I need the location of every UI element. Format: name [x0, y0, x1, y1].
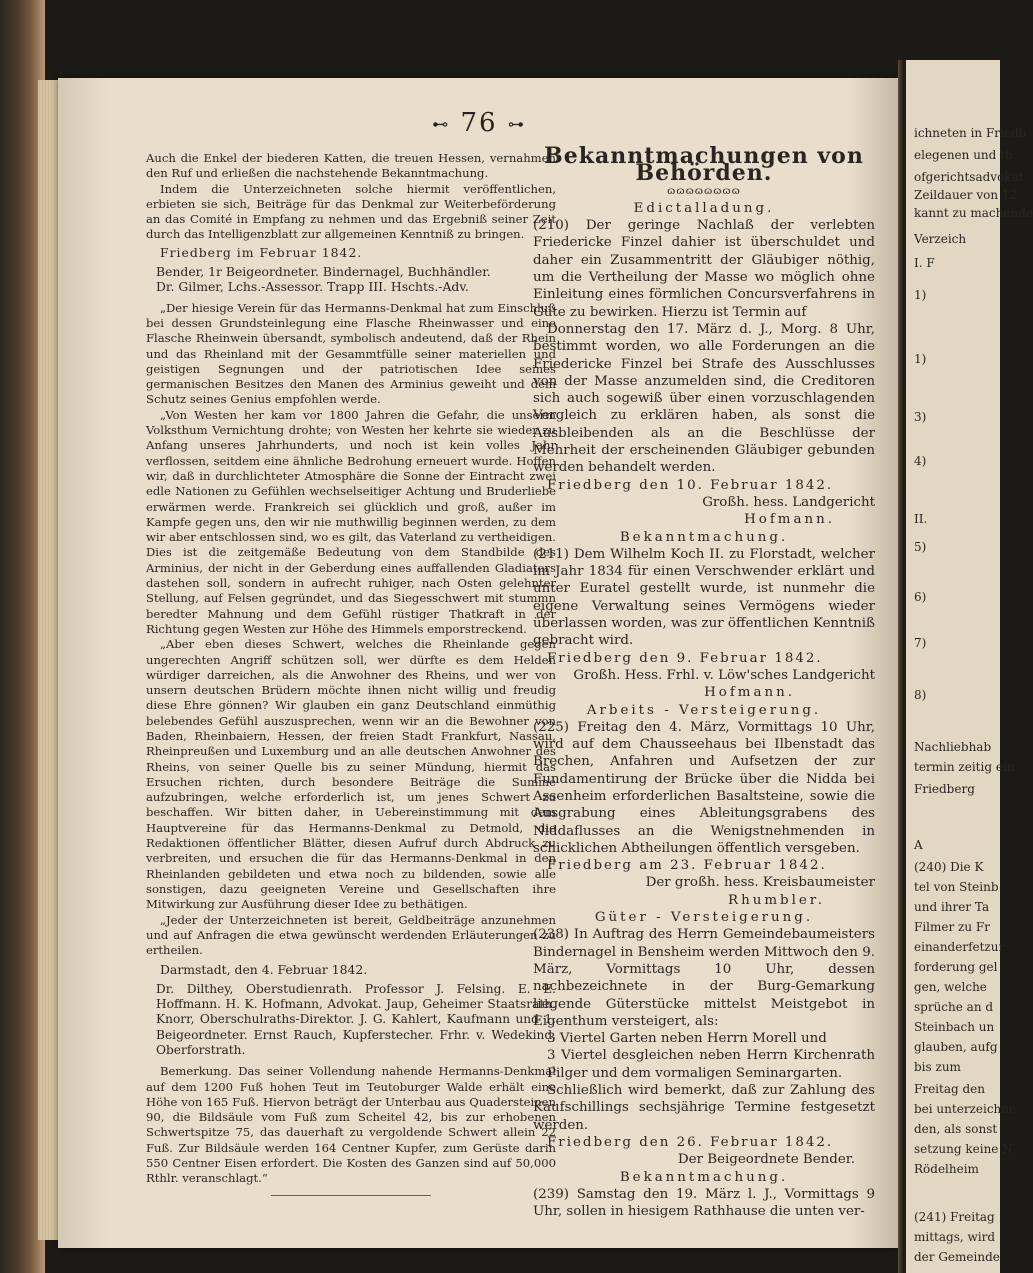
adjacent-page-line: glauben, aufg: [914, 1040, 998, 1054]
adjacent-page-line: bei unterzeichne: [914, 1102, 1017, 1116]
adjacent-page-line: forderung gel: [914, 960, 998, 974]
notice-place-date: Friedberg den 26. Februar 1842.: [547, 1134, 834, 1150]
adjacent-page-line: tel von Steinb: [914, 880, 999, 894]
divider-rule: [271, 1195, 431, 1196]
adjacent-page-line: II.: [914, 512, 928, 526]
adjacent-page-line: Nachliebhab: [914, 740, 992, 754]
place-date: Friedberg im Februar 1842.: [160, 244, 363, 260]
adjacent-page-line: mittags, wird: [914, 1230, 996, 1244]
adjacent-page-line: Filmer zu Fr: [914, 920, 990, 934]
adjacent-page-line: bis zum: [914, 1060, 961, 1074]
adjacent-page-line: Freitag den: [914, 1082, 985, 1096]
notice-signature: Der großh. hess. Kreisbaumeister: [645, 875, 875, 891]
page-header: [58, 108, 900, 138]
adjacent-page-line: einanderfetzur: [914, 940, 1005, 954]
ornament-right: ⊶: [507, 114, 526, 134]
adjacent-page-line: und ihrer Ta: [914, 900, 990, 914]
adjacent-page-line: 7): [914, 636, 927, 650]
notice-title: Güter - Versteigerung.: [594, 910, 814, 926]
adjacent-page-fragment: [906, 60, 1033, 1273]
notice-text: (238) In Auftrag des Herrn Gemeindebaumeisters Bindernagel in Bensheim werden Mittwoch den 9. März, Vormittags 10 Uhr, dessen nachbezeichnete in der Burg-Gemarkung liegende Güterstücke mittelst Meistgebot in Eigenthum versteigert, als:: [533, 927, 875, 1029]
adjacent-page-line: (240) Die K: [914, 860, 984, 874]
left-column: [146, 151, 556, 1196]
notice-place-date: Friedberg am 23. Februar 1842.: [547, 858, 827, 874]
ornament-divider: ɷɷɷɷɷɷɷɷ: [667, 185, 741, 197]
adjacent-page-line: (241) Freitag: [914, 1210, 995, 1224]
adjacent-page-line: gen, welche: [914, 980, 987, 994]
adjacent-page-line: der Gemeinde: [914, 1250, 1000, 1264]
adjacent-page-line: sprüche an d: [914, 1000, 994, 1014]
adjacent-page-line: Verzeich: [914, 232, 967, 246]
paragraph: „Von Westen her kam vor 1800 Jahren die Gefahr, die unserm Volksthum Vernichtung drohte; von Westen her kehrte sie wieder zu Anfang unseres Jahrhunderts, und noch ist kein volles Jahr verflossen, seitdem eine ähnliche Bedrohung erneuert wurde. Hoffen wir, daß in durchlichteter Atmosphäre die Sonne der Eintracht zwei edle Nationen zu Gefühlen wechselseitiger Achtung und Bruderliebe erwärmen werde. Frankreich sei glücklich und groß, außer im Kampfe gegen uns, den wir nie muthwillig beginnen werden, zu dem wir aber entschlossen sind, wo es gilt, das Vaterland zu vertheidigen. Dies ist die zeitgemäße Bedeutung von dem Standbilde des Arminius, der nicht in der Geberdung eines auffallenden Gladiators dastehen soll, sondern in aufrecht ruhiger, nach Osten gelehnter Stellung, auf Felsen gegründet, und das Siegesschwert mit stummn beredter Mahnung und dem Gefühl rüstiger Thatkraft in der Richtung gegen Westen zur Höhe des Himmels emporstreckend.: [146, 407, 556, 636]
adjacent-page-line: termin zeitig ein: [914, 760, 1015, 774]
signatories: Bender, 1r Beigeordneter. Bindernagel, Buchhändler.: [156, 264, 491, 280]
notice-signature: Hofmann.: [704, 685, 795, 701]
notice-title: Edictalladung.: [633, 200, 775, 216]
document-page: [58, 78, 900, 1248]
notice-signature: Rhumbler.: [728, 892, 825, 908]
notice-signature: Großh. hess. Landgericht: [702, 494, 875, 510]
paragraph: Auch die Enkel der biederen Katten, die treuen Hessen, vernahmen den Ruf und erließen die nachstehende Bekanntmachung.: [146, 151, 556, 181]
list-item: 3 Viertel Garten neben Herrn Morell und: [547, 1031, 827, 1047]
adjacent-page-line: kannt zu machende: [914, 206, 1033, 220]
page-stack: [38, 80, 60, 1240]
notice-place-date: Friedberg den 9. Februar 1842.: [547, 650, 823, 666]
notice-signature: Großh. Hess. Frhl. v. Löw'sches Landgericht: [573, 667, 875, 683]
notice-text: (239) Samstag den 19. März l. J., Vormittags 9 Uhr, sollen in hiesigem Rathhause die unten ver-: [533, 1186, 875, 1220]
signatories: Dr. Gilmer, Lchs.-Assessor. Trapp III. Hschts.-Adv.: [156, 279, 469, 295]
section-title: Bekanntmachungen von Behörden.: [544, 143, 864, 187]
notice-text: (225) Freitag den 4. März, Vormittags 10 Uhr, wird auf dem Chausseehaus bei Ilbenstadt das Brechen, Anfahren und Aufsetzen der zur Fundamentirung der Brücke über die Nidda bei Assenheim erforderlichen Basaltsteine, sowie die Ausgrabung eines Ableitungsgrabens des Niddaflusses an die Wenigstnehmenden in schicklichen Abtheilungen öffentlich versgeben.: [533, 719, 875, 856]
adjacent-page-line: ichneten in Friedb: [914, 126, 1027, 140]
adjacent-page-line: setzung keine N: [914, 1142, 1013, 1156]
adjacent-page-line: 5): [914, 540, 927, 554]
right-column: [533, 143, 875, 1220]
adjacent-page-line: Steinbach un: [914, 1020, 995, 1034]
notice-title: Bekanntmachung.: [619, 1169, 789, 1185]
adjacent-page-line: ofgerichtsadvokat: [914, 170, 1024, 184]
ornament-left: ⊷: [432, 114, 451, 134]
notice-signature: Der Beigeordnete Bender.: [677, 1152, 855, 1168]
adjacent-page-line: 3): [914, 410, 927, 424]
adjacent-page-line: 1): [914, 288, 927, 302]
paragraph: „Jeder der Unterzeichneten ist bereit, Geldbeiträge anzunehmen und auf Anfragen die etwa gewünscht werdenden Erläuterungen zu ertheilen.: [146, 912, 556, 958]
notice-place-date: Friedberg den 10. Februar 1842.: [547, 477, 834, 493]
adjacent-page-line: 6): [914, 590, 927, 604]
adjacent-page-line: Rödelheim: [914, 1162, 979, 1176]
adjacent-page-line: A: [914, 838, 923, 852]
adjacent-page-line: 4): [914, 454, 927, 468]
adjacent-page-line: I. F: [914, 256, 935, 270]
adjacent-page-line: Friedberg: [914, 782, 975, 796]
notice-signature: Hofmann.: [744, 512, 835, 528]
paragraph: „Aber eben dieses Schwert, welches die Rheinlande gegen ungerechten Angriff schützen soll, wer dürfte es dem Helden würdiger darreichen, als die Anwohner des Rheins, und wer von unsern deutschen Brüdern möchte ihnen nicht willig und freudig diese Ehre gönnen? Wir glauben ein ganz Deutschland einmüthig belebendes Gefühl auszusprechen, wenn wir an die Bewohner von Baden, Rheinbaiern, Hessen, der freien Stadt Frankfurt, Nassau, Rheinpreußen und Luxemburg und an alle deutschen Anwohner des Rheins, von seiner Quelle bis zu seiner Mündung, hiermit das Ersuchen richten, durch besondere Beiträge die Summe aufzubringen, welche erforderlich ist, um jenes Schwert zu beschaffen. Wir bitten daher, in Uebereinstimmung mit dem Hauptvereine für das Hermanns-Denkmal zu Detmold, die Redaktionen öffentlicher Blätter, diesen Aufruf durch Abdruck zu verbreiten, und ersuchen die für das Hermanns-Denkmal in den Rheinlanden gebildeten und etwa noch zu bildenden, sowie alle sonstigen, dazu geeigneten Vereine und Gesellschaften ihre Mitwirkung zur Ausführung dieser Idee zu bethätigen.: [146, 637, 556, 912]
adjacent-page-line: Zeildauer von 12: [914, 188, 1018, 202]
place-date: Darmstadt, den 4. Februar 1842.: [160, 962, 368, 978]
notice-title: Bekanntmachung.: [619, 529, 789, 545]
paragraph: Indem die Unterzeichneten solche hiermit veröffentlichen, erbieten sie sich, Beiträge für das Denkmal zur Weiterbeförderung an das Comité in Empfang zu nehmen und das Ergebniß seiner Zeit durch das Intelligenzblatt zur allgemeinen Kenntniß zu bringen.: [146, 181, 556, 242]
paragraph: „Der hiesige Verein für das Hermanns-Denkmal hat zum Einschluß bei dessen Grundsteinlegung eine Flasche Rheinwasser und eine Flasche Rheinwein übersandt, symbolisch andeutend, daß der Rhein und das Rheinland mit der Gesammtfülle seiner materiellen und geistigen Segnungen und der patriotischen Idee seines germanischen Besitzes den Manen des Arminius geweiht und dem Schutz seines Genius empfohlen werde.: [146, 300, 556, 407]
adjacent-page-line: den, als sonst: [914, 1122, 998, 1136]
notice-title: Arbeits - Versteigerung.: [586, 702, 822, 718]
adjacent-page-line: 1): [914, 352, 927, 366]
list-item: 3 Viertel desgleichen neben Herrn Kirchenrath Pilger und dem vormaligen Seminargarten.: [547, 1048, 875, 1081]
notice-text: (211) Dem Wilhelm Koch II. zu Florstadt, welcher im Jahr 1834 für einen Verschwender erklärt und unter Euratel gestellt wurde, ist nunmehr die eigene Verwaltung seines Vermögens wieder überlassen worden, was zur öffentlichen Kenntniß gebracht wird.: [533, 546, 875, 649]
remark-paragraph: Bemerkung. Das seiner Vollendung nahende Hermanns-Denkmal auf dem 1200 Fuß hohen Teut im Teutoburger Walde erhält eine Höhe von 165 Fuß. Hiervon beträgt der Unterbau aus Quadersteinen 90, die Bildsäule vom Fuß zum Scheitel 42, bis zur erhobenen Schwertspitze 75, das dauerhaft zu vergoldende Schwert allein 22 Fuß. Zur Bildsäule werden 164 Centner Kupfer, zum Gerüste darin 550 Centner Eisen erfordert. Die Kosten des Ganzen sind auf 50,000 Rthlr. veranschlagt.“: [146, 1064, 556, 1186]
notice-text: Donnerstag den 17. März d. J., Morg. 8 Uhr, bestimmt worden, wo alle Forderungen an die Friedericke Finzel bei Strafe des Ausschlusses von der Masse anzumelden sind, die Creditoren sich auch sogewiß über einen vorzuschlagenden Vergleich zu erklären haben, als sonst die Ausbleibenden als an die Beschlüsse der Mehrheit der erscheinenden Gläubiger gebunden werden behandelt werden.: [533, 321, 875, 476]
adjacent-page-line: elegenen und th: [914, 148, 1013, 162]
notice-text: (210) Der geringe Nachlaß der verlebten Friedericke Finzel dahier ist überschuldet und daher ein Zusammentritt der Gläubiger nöthig, um die Vertheilung der Masse wo möglich ohne Einleitung eines förmlichen Concursverfahrens in Güte zu bewirken. Hierzu ist Termin auf: [533, 218, 875, 320]
adjacent-page-line: 8): [914, 688, 927, 702]
signatories: Dr. Dilthey, Oberstudienrath. Professor J. Felsing. E. E. Hoffmann. H. K. Hofmann, Advokat. Jaup, Geheimer Staatsrath. Knorr, Oberschulraths-Direktor. J. G. Kahlert, Kaufmann und 1. Beigeordneter. Ernst Rauch, Kupferstecher. Frhr. v. Wedekind, Oberforstrath.: [156, 981, 556, 1057]
page-number: 76: [460, 108, 498, 138]
notice-text: Schließlich wird bemerkt, daß zur Zahlung des Kaufschillings sechsjährige Termine festgesetzt werden.: [533, 1083, 875, 1133]
